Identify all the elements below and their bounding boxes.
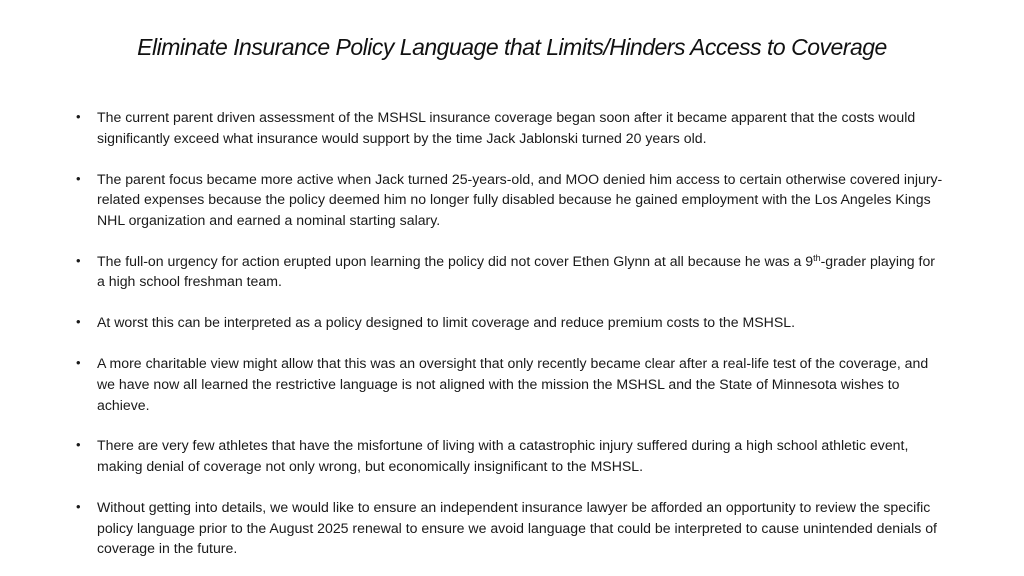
- bullet-dot-icon: •: [76, 355, 81, 371]
- bullet-dot-icon: •: [76, 499, 81, 515]
- bullet-text: The current parent driven assessment of the MSHSL insurance coverage began soon after it became apparent that the costs would significantly exceed what insurance would support by the time Jack Jablonski turned 20 years old.: [97, 109, 916, 146]
- bullet-text-after: -grader playing for a high school freshman team.: [97, 252, 935, 290]
- bullet-item: [76, 169, 946, 231]
- bullet-item: [76, 353, 946, 415]
- bullet-item: [76, 107, 946, 148]
- bullet-dot-icon: •: [76, 170, 81, 186]
- bullet-dot-icon: •: [76, 252, 81, 268]
- bullet-item: [76, 435, 946, 476]
- bullet-item: [76, 251, 946, 292]
- bullet-dot-icon: •: [76, 314, 81, 330]
- bullet-dot-icon: •: [76, 109, 81, 124]
- bullet-dot-icon: •: [76, 437, 81, 453]
- bullet-text: A more charitable view might allow that this was an oversight that only recently became clear after a real-life test of the coverage, and we have now all learned the restrictive language is not aligned with the mission the MSHSL and the State of Minnesota wishes to achieve.: [97, 355, 929, 413]
- bullet-list: [76, 107, 946, 559]
- bullet-text: At worst this can be interpreted as a policy designed to limit coverage and reduce premium costs to the MSHSL.: [97, 314, 795, 331]
- bullet-text: The parent focus became more active when Jack turned 25-years-old, and MOO denied him access to certain otherwise covered injury-related expenses because the policy deemed him no longer fully disabled because he gained employment with the Los Angeles Kings NHL organization and earned a nominal starting salary.: [97, 170, 943, 228]
- bullet-item: [76, 497, 946, 559]
- slide-title: Eliminate Insurance Policy Language that Limits/Hinders Access to Coverage: [137, 34, 887, 60]
- bullet-text-before: The full-on urgency for action erupted upon learning the policy did not cover Ethen Glynn at all because he was a 9: [97, 252, 814, 269]
- bullet-text: There are very few athletes that have the misfortune of living with a catastrophic injury suffered during a high school athletic event, making denial of coverage not only wrong, but economically insignificant to the MSHSL.: [97, 437, 909, 475]
- bullet-item: [76, 312, 946, 333]
- ordinal-superscript: th: [813, 252, 821, 263]
- bullet-text: [97, 253, 935, 290]
- bullet-text: Without getting into details, we would like to ensure an independent insurance lawyer be afforded an opportunity to review the specific policy language prior to the August 2025 renewal to ensure we avoid language that could be interpreted to cause unintended denials of coverage in the future.: [97, 499, 937, 557]
